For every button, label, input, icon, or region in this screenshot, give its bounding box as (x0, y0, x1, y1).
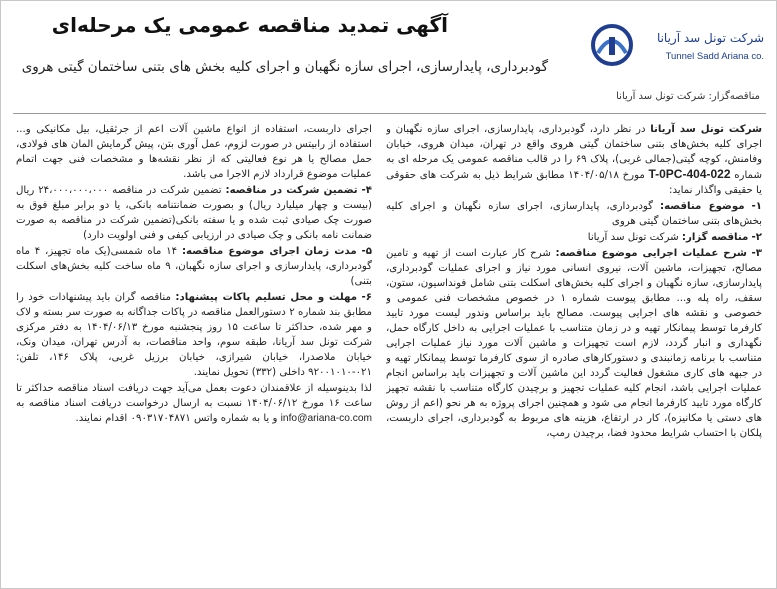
item-1 (386, 199, 762, 229)
right-column (386, 122, 762, 584)
left-column (16, 122, 372, 584)
company-name-fa: شرکت تونل سد آریانا (656, 31, 764, 45)
notice-issuer: مناقصه‌گزار: شرکت تونل سد آریانا (616, 91, 760, 102)
company-name-en: Tunnel Sadd Ariana co. (665, 51, 764, 62)
intro-tail: مورخ ۱۴۰۴/۰۵/۱۸ مطابق شرایط ذیل به شرکت های حقوقی یا حقیقی واگذار نماید: (386, 170, 762, 196)
item-6 (16, 290, 372, 380)
tender-number: T-0PC-404-022 (648, 167, 731, 181)
item-1-label: موضوع مناقصه: (660, 201, 745, 212)
item-5-text: ۱۴ ماه شمسی(یک ماه تجهیز، ۴ ماه گودبرداری، پایدارسازی و اجرای سازه نگهبان، ۹ ماه ساخت کلیه بخش‌های اسکلت بتنی) (16, 246, 372, 287)
header-divider (13, 113, 766, 114)
item-6-number: ۶- (361, 292, 372, 303)
contact-email[interactable]: info@ariana-co.com (280, 413, 372, 424)
notice-header (1, 1, 777, 119)
notice-subtitle: گودبرداری، پایدارسازی، اجرای سازه نگهبان و اجرای کلیه بخش های بتنی ساختمان گیتی هروی (21, 59, 548, 75)
item-4-text: تضمین شرکت در مناقصه ۲۴،۰۰۰،۰۰۰،۰۰۰ ریال (بیست و چهار میلیارد ریال) و بصورت ضمانتنامه بانکی، یا دو برابر مبلغ فوق به صورت چک صیادی ثبت شده و یا سفته بانکی(تضمین شرکت در مناقصه به صورت ضمانت نامه بانکی و چک صیادی در ارزیابی کیفی و فنی اولویت دارد) (16, 185, 372, 241)
company-logo (584, 19, 764, 89)
item-1-text: گودبرداری، پایدارسازی، اجرای سازه نگهبان و اجرای کلیه بخش‌های بتنی ساختمان گیتی هروی (386, 201, 762, 227)
closing-paragraph (16, 381, 372, 426)
intro-paragraph (386, 122, 762, 198)
item-5 (16, 244, 372, 289)
item-4-number: ۴- (361, 185, 372, 196)
closing-text: لذا بدینوسیله از علاقمندان دعوت بعمل می‌آید جهت دریافت اسناد مناقصه حداکثر تا ساعت ۱۶ مورخ ۱۴۰۴/۰۶/۱۲ نسبت به ارسال درخواست دریافت اسناد مناقصه به (16, 383, 372, 409)
item-1-number: ۱- (751, 201, 762, 212)
notice-title: آگهی تمدید مناقصه عمومی یک مرحله‌ای (51, 13, 448, 37)
item-3-text: شرح کار عبارت است از تهیه و تامین مصالح، تجهیزات، ماشین آلات، نیروی انسانی مورد نیاز و اجرای عملیات گودبرداری، پایدارسازی، سازه نگهبان و اجرای کلیه بخش‌های اسکلت بتنی شامل فونداسیون، ستون، سقف، راه پله و... مطابق پیوست شماره ۱ در خصوص مشخصات فنی عمومی و خصوصی و نقشه های اجرایی پیوست. مصالح باید براساس وندور لیست مورد تایید کارفرما توسط پیمانکار تهیه و در زمان متناسب با عملیات اجرایی به داخل کارگاه حمل، نگهداری و انبار گردد، لازم است تجهیزات و ماشین آلات مورد نیاز عملیات اجرایی متناسب با برنامه زمانبندی و دستورکارهای صادره از سوی کارفرما توسط پیمانکار تهیه و در جبهه های کاری مشغول فعالیت گردد این ماشین آلات و تجهیزات باید براساس انجام عملیات اجرایی باشد، انجام کلیه عملیات تجهیز و برچیدن کارگاه متناسب با نقشه تجهیز کارگاه مورد تایید کارفرما انجام می شود و همچنین اجرای پروژه به هر نحو (اعم از روش های دستی یا مکانیزه)، کار در ارتفاع، هزینه های مربوط به گودبرداری، اجرای داربست، پلکان با احتساب شرایط محدود فضا، برچیدن رمپ، (386, 248, 762, 439)
item-5-label: مدت زمان اجرای موضوع مناقصه: (181, 246, 357, 257)
item-6-label: مهلت و محل تسلیم پاکات پیشنهاد: (175, 292, 358, 303)
item-3-number: ۳- (751, 248, 762, 259)
intro-company: شرکت تونل سد آریانا (650, 124, 762, 135)
item-2-text: شرکت تونل سد آریانا (587, 232, 679, 243)
item-6-text: مناقصه گران باید پیشنهادات خود را مطابق بند شماره ۲ دستورالعمل مناقصه در پاکات جداگانه به صورت سر بسته و لاک و مهر شده، حداکثر تا ساعت ۱۵ روز پنجشنبه مورخ ۱۴۰۴/۰۶/۱۳ به دفتر مرکزی شرکت تونل سد آریانا، طبقه سوم، واحد مناقصات، به آدرس تهران، میدان ونک، خیابان ملاصدرا، خیابان شیرازی، خیابان برزیل غربی، پلاک ۱۴۶، تلفن: ۰۲۱-۹۲۰۰۱۰۱۰ داخلی (۳۳۲) تحویل نمایند. (16, 292, 372, 378)
item-3 (386, 246, 762, 441)
item-2-label: مناقصه گزار: (681, 232, 749, 243)
closing-tail: و یا به شماره واتس ۰۹۰۳۱۷۰۴۸۷۱ اقدام نمایند. (75, 413, 278, 424)
item-4 (16, 183, 372, 243)
item-3-continued: اجرای داربست، استفاده از انواع ماشین آلات اعم از جرثقیل، بیل مکانیکی و... استفاده از رابیتس در صورت لزوم، عمل آوری بتن، پیش گرمایش المان های فولادی، حمل مصالح یا هر نوع فعالیتی که از نظر نقشه‌ها و مشخصات فنی جهت اتمام عملیات موضوع قرارداد لازم الاجرا می باشد. (16, 124, 372, 180)
item-2-number: ۲- (751, 232, 762, 243)
item-3-label: شرح عملیات اجرایی موضوع مناقصه: (555, 248, 747, 259)
item-2 (386, 230, 762, 245)
item-5-number: ۵- (361, 246, 372, 257)
intro-text: در نظر دارد، گودبرداری، پایدارسازی، اجرای سازه نگهبان و اجرای کلیه بخش‌های بتنی ساختمان گیتی هروی واقع در تهران، میدان هروی، خیابان وفامنش، کوچه گیتی(جمالی غربی)، پلاک ۶۹ را در قالب مناقصه عمومی یک مرحله ای به شماره (386, 124, 762, 181)
item-4-label: تضمین شرکت در مناقصه: (225, 185, 358, 196)
company-logo-icon (590, 23, 634, 67)
